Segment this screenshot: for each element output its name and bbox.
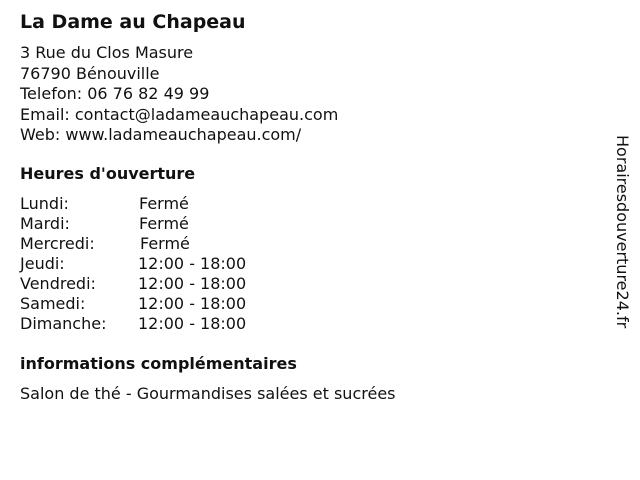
- address-street: 3 Rue du Clos Masure: [20, 43, 194, 62]
- day-label: Mardi:: [20, 214, 70, 233]
- hours-value: Fermé: [139, 214, 189, 233]
- website-url: Web: www.ladameauchapeau.com/: [20, 125, 302, 144]
- contact-block: [20, 43, 338, 146]
- hours-value: 12:00 - 18:00: [138, 274, 247, 293]
- email-address: Email: contact@ladameauchapeau.com: [20, 104, 339, 124]
- day-label: Samedi:: [20, 294, 86, 313]
- watermark-text: Horairesdouverture24.fr: [613, 135, 632, 329]
- business-name: La Dame au Chapeau: [20, 11, 246, 33]
- day-label: Jeudi:: [20, 254, 65, 273]
- additional-info-text: Salon de thé - Gourmandises salées et sucrées: [20, 384, 396, 403]
- day-label: Dimanche:: [20, 314, 107, 333]
- hours-value: Fermé: [139, 194, 189, 213]
- watermark-label: [612, 135, 632, 373]
- address-city: 76790 Bénouville: [20, 63, 160, 83]
- opening-hours-heading: Heures d'ouverture: [20, 164, 196, 183]
- additional-info-heading: informations complémentaires: [20, 354, 297, 373]
- hours-value: 12:00 - 18:00: [138, 254, 247, 273]
- day-label: Mercredi:: [20, 234, 95, 253]
- day-label: Lundi:: [20, 194, 69, 213]
- phone-number: Telefon: 06 76 82 49 99: [20, 84, 210, 103]
- hours-value: Fermé: [140, 234, 190, 253]
- hours-value: 12:00 - 18:00: [138, 294, 247, 313]
- day-label: Vendredi:: [20, 274, 96, 293]
- hours-value: 12:00 - 18:00: [138, 314, 247, 333]
